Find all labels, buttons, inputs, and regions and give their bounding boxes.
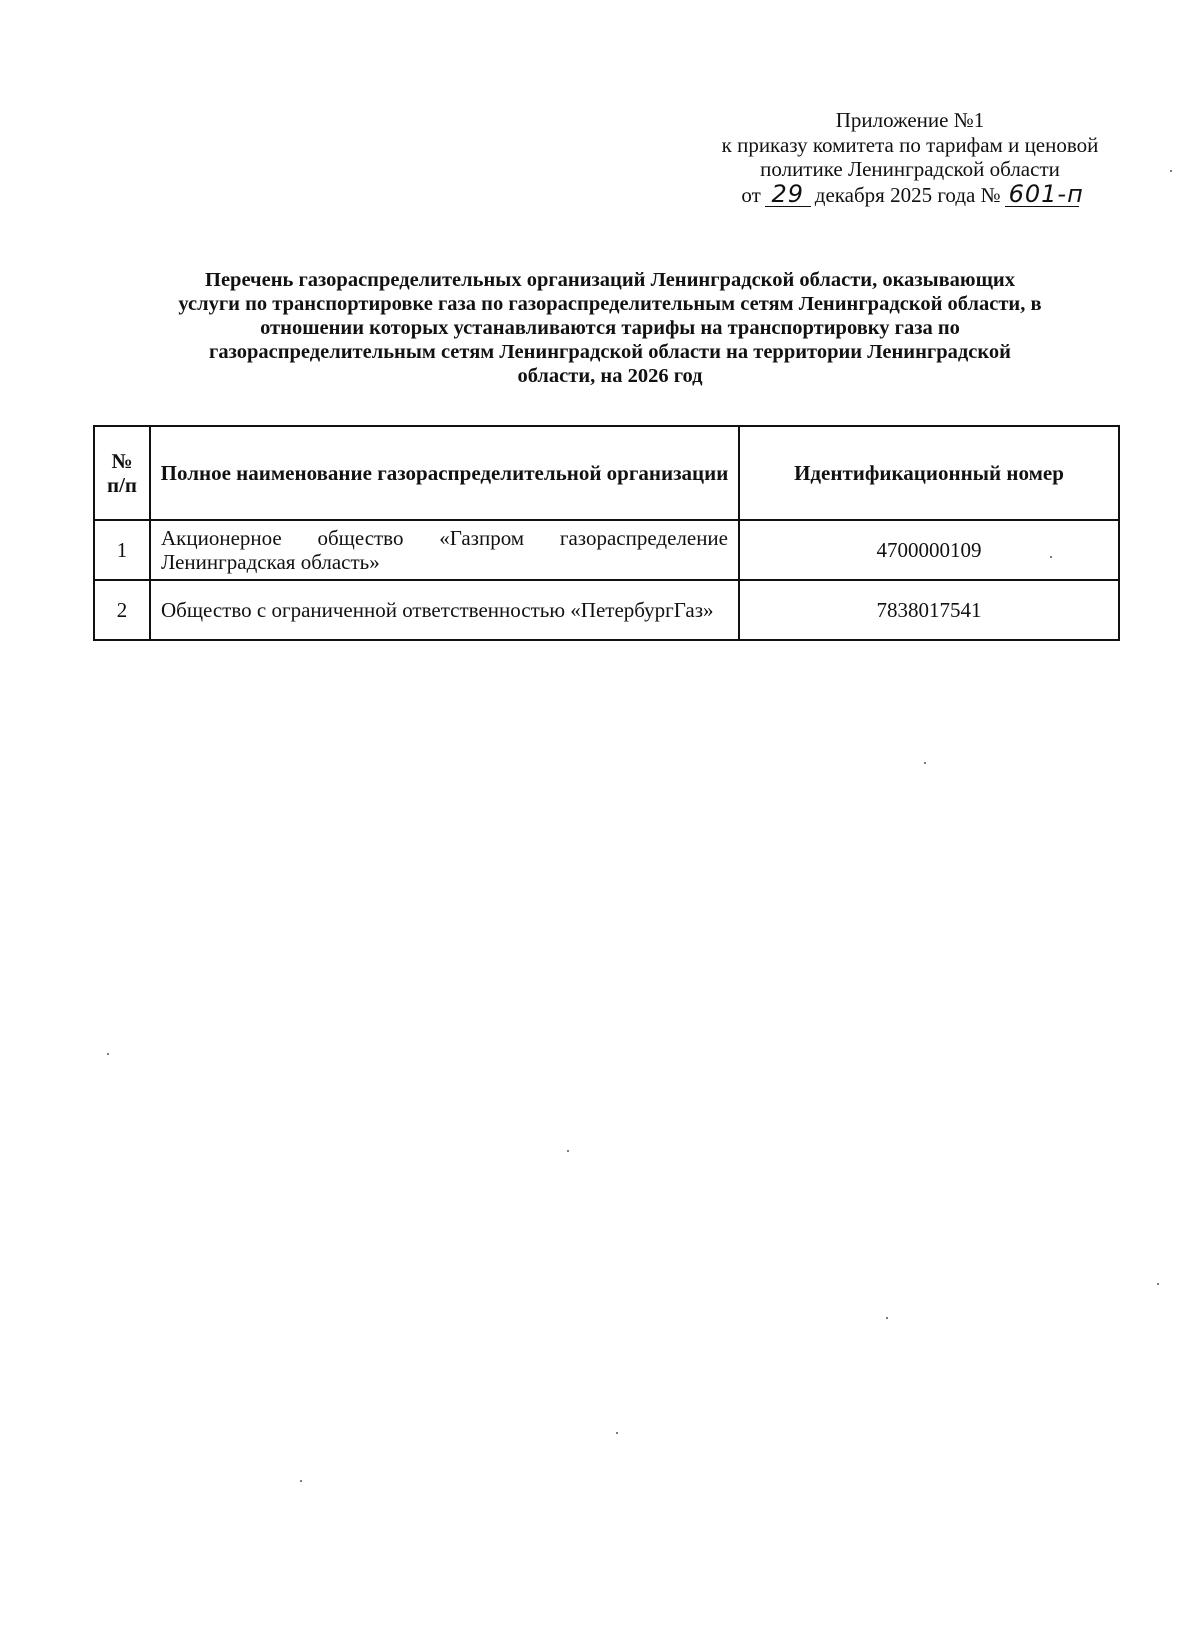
header-number-line1: № xyxy=(111,449,133,473)
title-line: отношении которых устанавливаются тарифы на транспортировку газа по xyxy=(260,317,960,339)
date-middle: декабря 2025 года № xyxy=(814,182,1001,207)
table-header-row xyxy=(94,426,1119,520)
organization-name: Акционерное общество «Газпром газораспределение Ленинградская область» xyxy=(150,520,739,580)
row-number: 1 xyxy=(94,520,150,580)
scan-speck xyxy=(1157,1283,1159,1285)
identification-number: 4700000109 xyxy=(739,520,1119,580)
organizations-table xyxy=(93,425,1120,641)
handwritten-day: 29 xyxy=(765,182,811,207)
title-line: газораспределительным сетям Ленинградской области на территории Ленинградской xyxy=(209,341,1011,363)
identification-number: 7838017541 xyxy=(739,580,1119,640)
organization-name: Общество с ограниченной ответственностью «ПетербургГаз» xyxy=(150,580,739,640)
header-identification-number: Идентификационный номер xyxy=(739,426,1119,520)
header-number-line2: п/п xyxy=(106,473,138,497)
scan-speck xyxy=(1050,556,1052,558)
appendix-date-line xyxy=(690,179,1130,208)
document-title xyxy=(80,268,1140,388)
appendix-title: Приложение №1 xyxy=(835,108,985,132)
appendix-header xyxy=(690,108,1130,207)
appendix-order-reference: к приказу комитета по тарифам и ценовой xyxy=(721,132,1099,157)
row-number: 2 xyxy=(94,580,150,640)
header-number xyxy=(94,426,150,520)
handwritten-order-number: 601-п xyxy=(1005,182,1079,207)
scan-speck xyxy=(616,1432,618,1434)
scan-speck xyxy=(1170,170,1172,172)
header-organization-name: Полное наименование газораспределительной организации xyxy=(150,426,739,520)
title-line: Перечень газораспределительных организаций Ленинградской области, оказывающих xyxy=(205,269,1015,291)
date-prefix: от xyxy=(741,182,761,207)
scan-speck xyxy=(300,1480,302,1482)
appendix-committee: политике Ленинградской области xyxy=(760,157,1060,181)
table-row xyxy=(94,520,1119,580)
table-row xyxy=(94,580,1119,640)
title-line: области, на 2026 год xyxy=(517,365,703,387)
scan-speck xyxy=(107,1053,109,1055)
scan-speck xyxy=(924,762,926,764)
scan-speck xyxy=(886,1317,888,1319)
scan-speck xyxy=(567,1150,569,1152)
title-line: услуги по транспортировке газа по газораспределительным сетям Ленинградской области, в xyxy=(178,293,1042,315)
